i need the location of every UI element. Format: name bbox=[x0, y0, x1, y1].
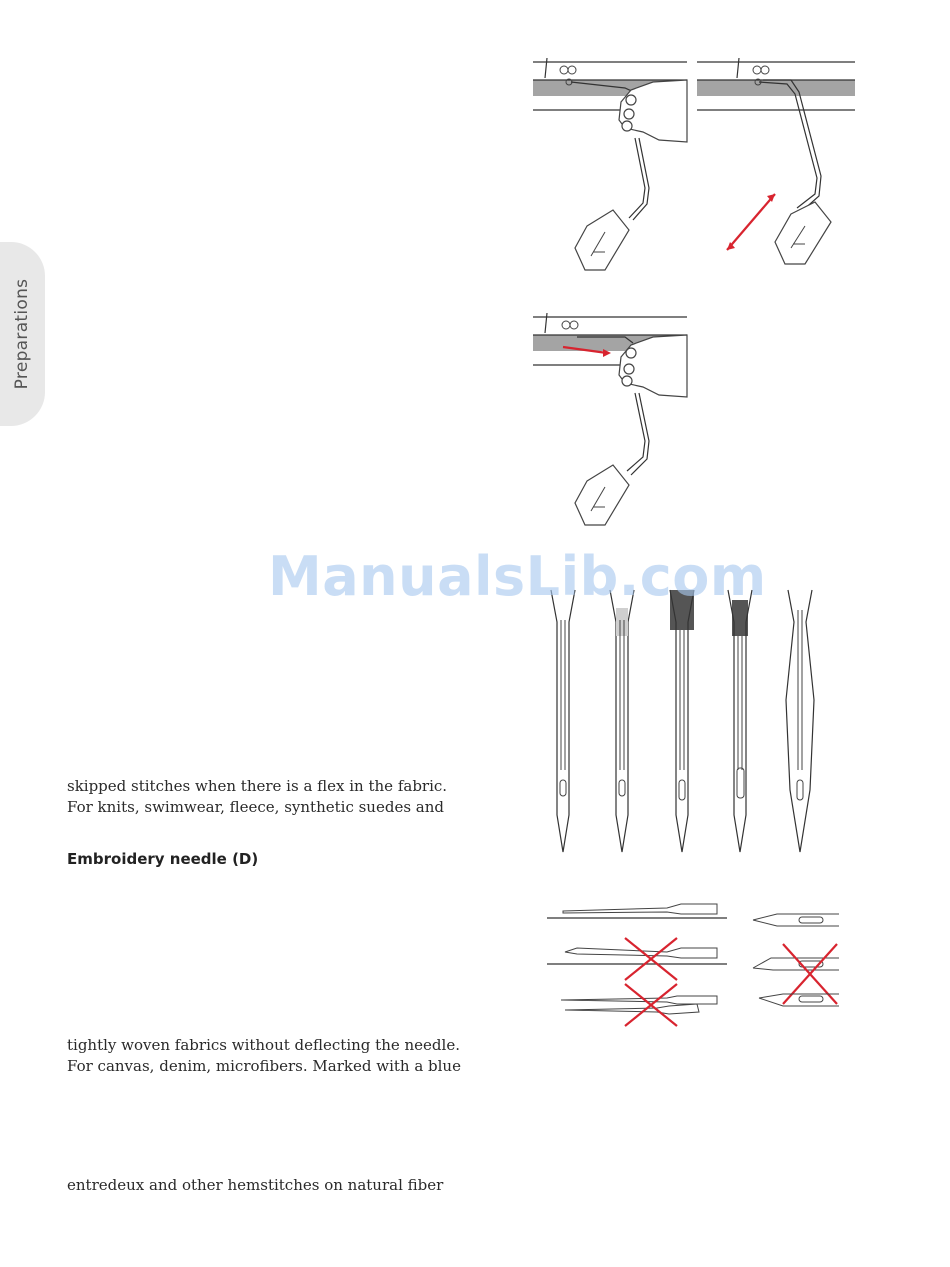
section-heading: Embroidery needle (D) bbox=[67, 850, 259, 868]
body-text-line: entredeux and other hemstitches on natural fiber bbox=[67, 1176, 444, 1194]
watermark: ManualsLib.com bbox=[268, 545, 767, 608]
needle-threader-pull-icon bbox=[533, 313, 689, 528]
body-text-line: tightly woven fabrics without deflecting the needle. bbox=[67, 1036, 460, 1054]
needle-types-icon bbox=[540, 590, 840, 855]
needle-straightness-check-icon bbox=[547, 900, 842, 1030]
needle-threader-released-icon bbox=[697, 58, 857, 273]
body-text-line: skipped stitches when there is a flex in the fabric. bbox=[67, 777, 448, 795]
body-text-line: For canvas, denim, microfibers. Marked with a blue bbox=[67, 1057, 461, 1075]
body-text-line: For knits, swimwear, fleece, synthetic suedes and bbox=[67, 798, 444, 816]
side-tab-label: Preparations bbox=[12, 278, 32, 390]
needle-threader-hand-icon bbox=[533, 58, 689, 273]
